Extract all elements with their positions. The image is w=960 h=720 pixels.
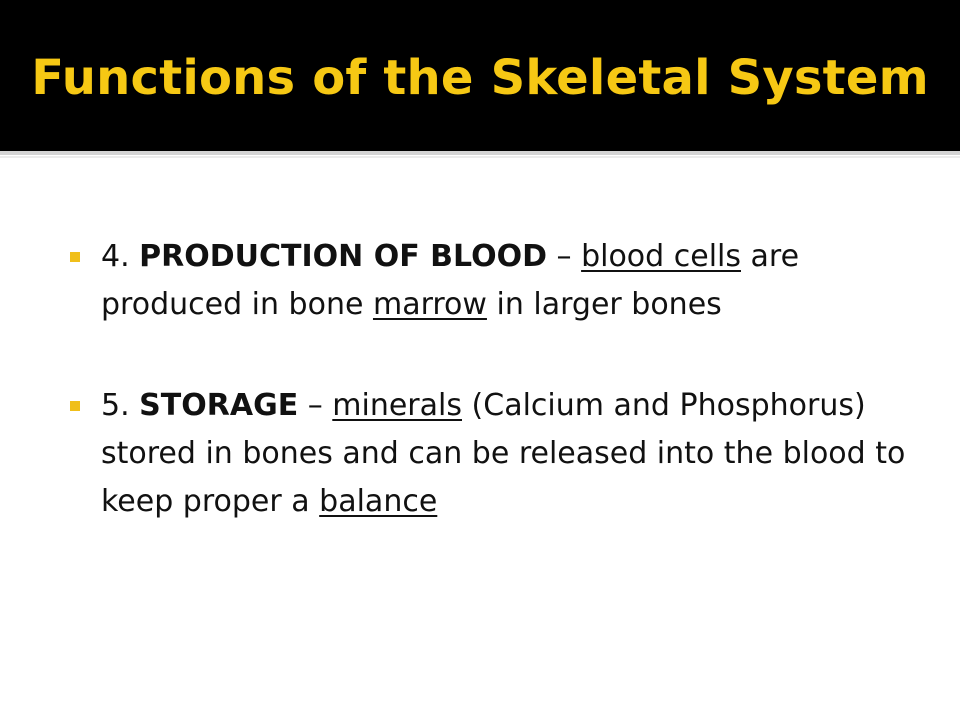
bullet-body: are produced in bone xyxy=(101,239,800,322)
bullet-storage xyxy=(70,382,940,526)
underlined-term: marrow xyxy=(372,287,487,322)
underlined-term: blood cells xyxy=(581,239,741,274)
square-bullet-icon xyxy=(70,252,80,262)
dash: – xyxy=(307,388,323,423)
bullet-heading: STORAGE xyxy=(139,388,299,423)
bullet-text xyxy=(101,382,940,526)
bullet-text xyxy=(101,233,940,329)
dash: – xyxy=(556,239,572,274)
underlined-term: minerals xyxy=(332,388,462,423)
bullet-heading: PRODUCTION OF BLOOD xyxy=(139,239,547,274)
bullet-body: in larger bones xyxy=(496,287,722,322)
underlined-term: balance xyxy=(319,484,438,519)
square-bullet-icon xyxy=(70,401,80,411)
bullet-production-of-blood xyxy=(70,233,940,329)
header-divider-thin xyxy=(0,156,960,158)
slide-title: Functions of the Skeletal System xyxy=(31,50,929,106)
bullet-body: (Calcium and Phosphorus) stored in bones and can be released into the blood to keep proper a xyxy=(101,388,906,519)
bullet-number: 5. xyxy=(101,388,130,423)
header-divider xyxy=(0,151,960,155)
bullet-number: 4. xyxy=(101,239,130,274)
